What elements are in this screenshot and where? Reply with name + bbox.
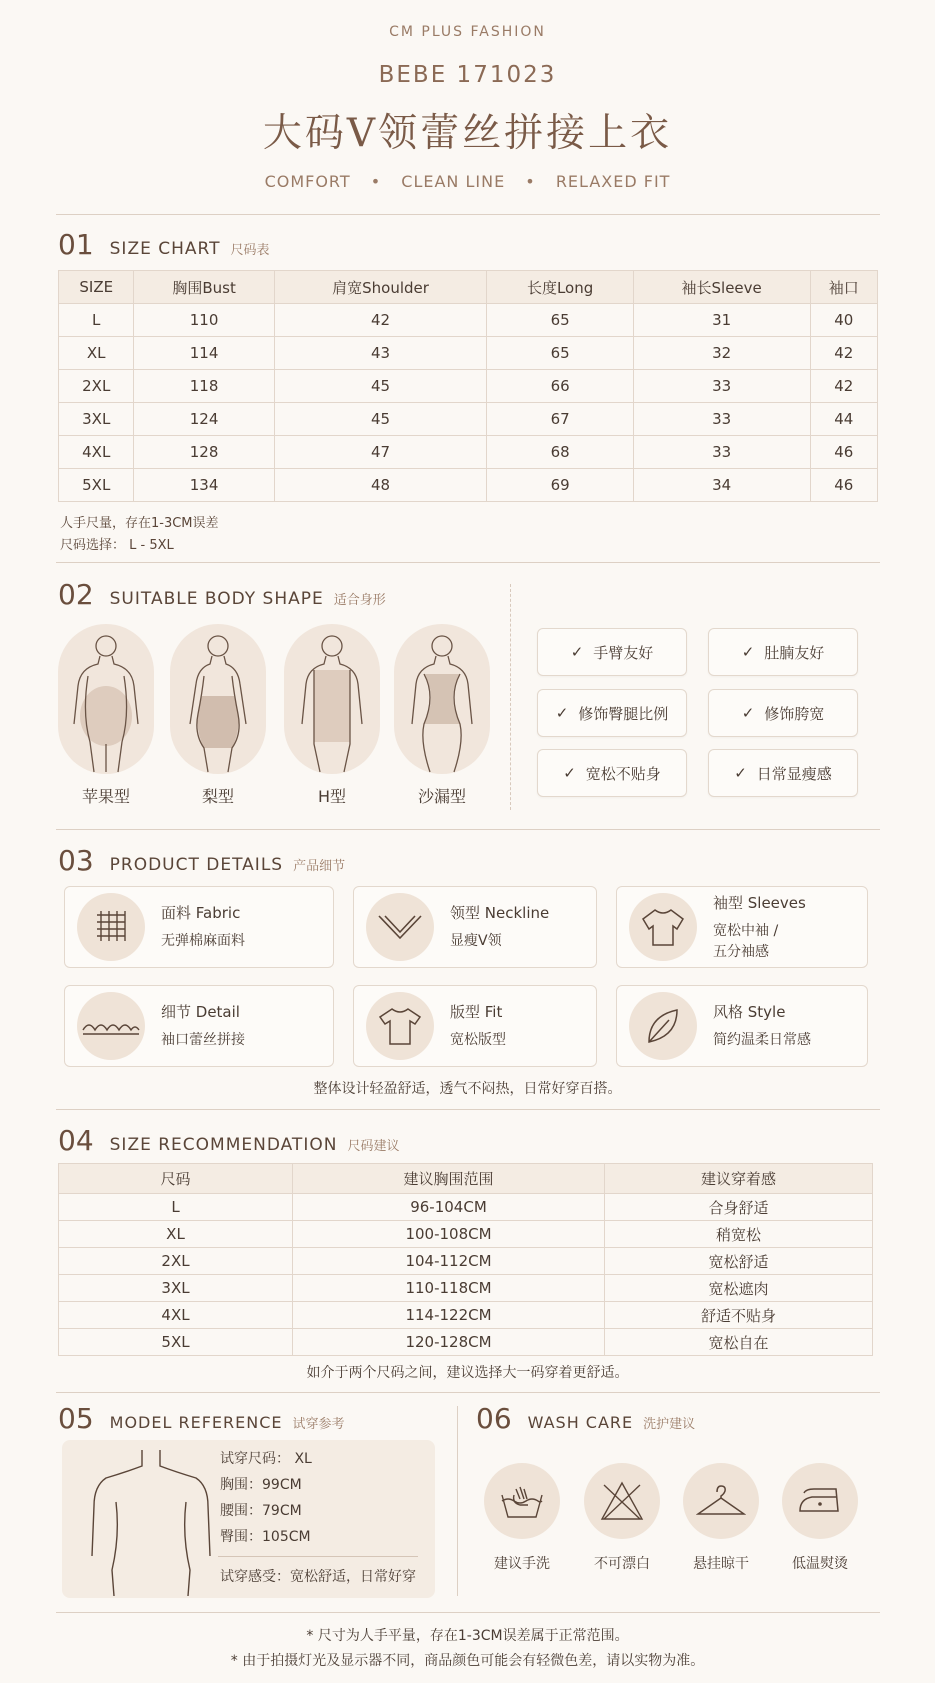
feature-tags (0, 172, 935, 191)
table-cell: 45 (274, 370, 487, 403)
card-subtitle-line: 五分袖感 (713, 943, 769, 960)
section-subtitle: 尺码建议 (347, 1139, 400, 1154)
table-cell: 5XL (59, 1329, 293, 1356)
section-subtitle: 洗护建议 (643, 1417, 696, 1432)
table-cell: 33 (633, 370, 810, 403)
detail-card-neckline (353, 886, 597, 968)
section-02-heading (58, 578, 386, 611)
detail-card-detail (64, 985, 334, 1067)
table-cell: 67 (487, 403, 633, 436)
table-cell: 134 (134, 469, 274, 502)
card-subtitle: 无弹棉麻面料 (161, 933, 245, 949)
chip-label: 宽松不贴身 (585, 764, 661, 783)
product-code: BEBE 171023 (378, 62, 557, 88)
wash-item (478, 1463, 566, 1573)
card-subtitle (713, 921, 806, 963)
section-number: 01 (58, 228, 94, 261)
body-shape-label: 梨型 (201, 787, 234, 806)
table-cell: 3XL (59, 1275, 293, 1302)
model-bust: 胸围：99CM (220, 1477, 302, 1493)
divider (56, 214, 880, 215)
section-subtitle: 试穿参考 (292, 1417, 345, 1432)
card-subtitle: 袖口蕾丝拼接 (161, 1032, 245, 1048)
table-cell: 69 (487, 469, 633, 502)
hand-wash-icon (484, 1463, 560, 1539)
col-header: 胸围Bust (134, 271, 274, 304)
check-icon: ✓ (741, 704, 755, 722)
table-cell: L (59, 304, 134, 337)
table-cell: 114-122CM (293, 1302, 605, 1329)
feature-chip (537, 749, 687, 797)
model-hip: 臀围：105CM (220, 1529, 311, 1545)
table-cell: 31 (633, 304, 810, 337)
vertical-divider (510, 584, 511, 810)
chip-label: 日常显瘦感 (756, 764, 832, 783)
details-note: 整体设计轻盈舒适，透气不闷热，日常好穿百搭。 (313, 1081, 622, 1097)
iron-icon (782, 1463, 858, 1539)
table-row (59, 337, 878, 370)
section-title: SIZE CHART (109, 239, 221, 259)
col-header: 建议胸围范围 (293, 1164, 605, 1194)
hanger-icon (683, 1463, 759, 1539)
table-cell: 68 (487, 436, 633, 469)
table-cell: 宽松遮肉 (605, 1275, 873, 1302)
table-cell: 42 (274, 304, 487, 337)
wash-label: 建议手洗 (494, 1556, 550, 1572)
section-06-heading (476, 1402, 695, 1435)
table-cell: XL (59, 1221, 293, 1248)
table-row (59, 1329, 873, 1356)
table-header-row (59, 1164, 873, 1194)
table-cell: 43 (274, 337, 487, 370)
section-title: PRODUCT DETAILS (109, 855, 284, 875)
tag-separator: • (525, 172, 536, 191)
table-cell: 66 (487, 370, 633, 403)
detail-card-style (616, 985, 868, 1067)
table-cell: 47 (274, 436, 487, 469)
table-cell: 34 (633, 469, 810, 502)
section-subtitle: 尺码表 (230, 243, 270, 258)
divider (56, 1612, 880, 1613)
size-range-note: 尺码选择： L - 5XL (60, 538, 174, 553)
table-header-row (59, 271, 878, 304)
table-cell: 42 (810, 337, 877, 370)
table-cell: 65 (487, 304, 633, 337)
col-header: 袖口 (810, 271, 877, 304)
size-recommendation-table (58, 1163, 873, 1356)
table-cell: 44 (810, 403, 877, 436)
body-shape-label: 沙漏型 (417, 787, 466, 806)
check-icon: ✓ (570, 643, 584, 661)
size-chart-table (58, 270, 878, 502)
table-cell: 5XL (59, 469, 134, 502)
table-cell: 128 (134, 436, 274, 469)
table-row (59, 1194, 873, 1221)
section-subtitle: 适合身形 (333, 593, 386, 608)
card-title: 袖型 Sleeves (713, 893, 806, 912)
divider (56, 562, 880, 563)
col-header: 建议穿着感 (605, 1164, 873, 1194)
fabric-weave-icon (77, 893, 145, 961)
body-shape-hourglass (394, 624, 490, 807)
footer-note-measure: * 尺寸为人手平量，存在1-3CM误差属于正常范围。 (306, 1628, 629, 1644)
table-cell: 118 (134, 370, 274, 403)
chip-label: 修饰胯宽 (764, 704, 825, 723)
table-cell: 124 (134, 403, 274, 436)
sleeve-shirt-icon (629, 893, 697, 961)
table-cell: 2XL (59, 1248, 293, 1275)
table-cell: 32 (633, 337, 810, 370)
table-row (59, 1302, 873, 1329)
table-cell: 宽松自在 (605, 1329, 873, 1356)
lace-trim-icon (77, 992, 145, 1060)
divider (218, 1556, 418, 1557)
check-icon: ✓ (563, 764, 576, 782)
vertical-divider (457, 1406, 458, 1596)
body-shape-apple (58, 624, 154, 807)
section-01-heading (58, 228, 270, 261)
divider (56, 1109, 880, 1110)
table-cell: L (59, 1194, 293, 1221)
section-title: WASH CARE (527, 1413, 634, 1432)
model-waist: 腰围：79CM (220, 1503, 302, 1519)
section-number: 05 (58, 1402, 94, 1435)
table-cell: 舒适不贴身 (605, 1302, 873, 1329)
chip-label: 肚腩友好 (764, 643, 825, 662)
table-cell: 45 (274, 403, 487, 436)
model-measurements (220, 1446, 312, 1550)
brand-name: CM PLUS FASHION (389, 24, 546, 40)
table-cell: 2XL (59, 370, 134, 403)
col-header: 长度Long (487, 271, 633, 304)
card-subtitle: 显瘦V领 (450, 933, 502, 949)
recommendation-note: 如介于两个尺码之间，建议选择大一码穿着更舒适。 (306, 1365, 629, 1381)
divider (56, 829, 880, 830)
card-subtitle-line: 宽松中袖 / (713, 922, 779, 939)
card-subtitle: 宽松版型 (450, 1032, 506, 1048)
section-04-heading (58, 1124, 399, 1157)
divider (56, 1392, 880, 1393)
feature-chip (537, 628, 687, 676)
wash-label: 低温熨烫 (792, 1556, 848, 1572)
section-number: 06 (476, 1402, 512, 1435)
v-neck-icon (366, 893, 434, 961)
table-cell: 33 (633, 436, 810, 469)
table-cell: 40 (810, 304, 877, 337)
table-cell: 33 (633, 403, 810, 436)
body-shape-label: 苹果型 (81, 787, 130, 806)
table-row (59, 370, 878, 403)
col-header: 袖长Sleeve (633, 271, 810, 304)
wash-item (776, 1463, 864, 1573)
detail-card-fit (353, 985, 597, 1067)
wash-item (578, 1463, 666, 1573)
table-cell: 3XL (59, 403, 134, 436)
apple-body-figure (58, 624, 154, 774)
section-title: MODEL REFERENCE (109, 1413, 283, 1432)
table-cell: XL (59, 337, 134, 370)
table-cell: 合身舒适 (605, 1194, 873, 1221)
section-title: SIZE RECOMMENDATION (109, 1135, 338, 1155)
h-body-figure (284, 624, 380, 774)
model-feel: 试穿感受：宽松舒适，日常好穿 (220, 1569, 416, 1585)
col-header: SIZE (59, 271, 134, 304)
table-cell: 110 (134, 304, 274, 337)
detail-card-fabric (64, 886, 334, 968)
card-title: 面料 Fabric (161, 904, 241, 922)
section-03-heading (58, 844, 345, 877)
product-title: 大码V领蕾丝拼接上衣 (262, 111, 673, 156)
table-cell: 48 (274, 469, 487, 502)
body-shape-pear (170, 624, 266, 807)
card-title: 领型 Neckline (450, 904, 550, 922)
table-cell: 100-108CM (293, 1221, 605, 1248)
tshirt-icon (366, 992, 434, 1060)
table-cell: 4XL (59, 1302, 293, 1329)
section-title: SUITABLE BODY SHAPE (109, 589, 324, 609)
tag-comfort: COMFORT (264, 172, 351, 191)
detail-card-sleeves (616, 886, 868, 968)
table-cell: 114 (134, 337, 274, 370)
table-row (59, 1275, 873, 1302)
wash-label: 不可漂白 (594, 1556, 650, 1572)
card-title: 细节 Detail (161, 1003, 240, 1021)
body-shape-label: H型 (317, 787, 347, 806)
section-number: 04 (58, 1124, 94, 1157)
feature-chip (537, 689, 687, 737)
table-cell: 46 (810, 436, 877, 469)
wash-label: 悬挂晾干 (693, 1556, 749, 1572)
table-cell: 110-118CM (293, 1275, 605, 1302)
table-row (59, 403, 878, 436)
table-row (59, 304, 878, 337)
pear-body-figure (170, 624, 266, 774)
col-header: 尺码 (59, 1164, 293, 1194)
model-silhouette (86, 1446, 216, 1596)
card-subtitle: 简约温柔日常感 (713, 1032, 811, 1048)
no-bleach-icon (584, 1463, 660, 1539)
model-size: 试穿尺码： XL (220, 1451, 312, 1467)
col-header: 肩宽Shoulder (274, 271, 487, 304)
feature-chip (708, 689, 858, 737)
table-cell: 4XL (59, 436, 134, 469)
table-cell: 稍宽松 (605, 1221, 873, 1248)
table-row (59, 1221, 873, 1248)
tag-separator: • (370, 172, 382, 191)
table-cell: 42 (810, 370, 877, 403)
check-icon: ✓ (555, 704, 569, 722)
chip-label: 手臂友好 (593, 643, 654, 662)
table-row (59, 436, 878, 469)
table-row (59, 469, 878, 502)
feature-chip (708, 628, 858, 676)
section-05-heading (58, 1402, 345, 1435)
check-icon: ✓ (741, 643, 755, 661)
leaf-icon (629, 992, 697, 1060)
model-reference-panel (62, 1440, 435, 1598)
measure-note: 人手尺量，存在1-3CM误差 (60, 516, 219, 531)
table-row (59, 1248, 873, 1275)
table-cell: 96-104CM (293, 1194, 605, 1221)
table-cell: 65 (487, 337, 633, 370)
wash-item (677, 1463, 765, 1573)
check-icon: ✓ (734, 764, 747, 782)
tag-relaxed-fit: RELAXED FIT (555, 172, 671, 191)
card-title: 版型 Fit (450, 1003, 503, 1021)
table-cell: 104-112CM (293, 1248, 605, 1275)
feature-chip (708, 749, 858, 797)
chip-label: 修饰臀腿比例 (578, 704, 669, 723)
section-number: 03 (58, 844, 94, 877)
footer-note-color: * 由于拍摄灯光及显示器不同，商品颜色可能会有轻微色差，请以实物为准。 (230, 1653, 705, 1669)
hourglass-body-figure (394, 624, 490, 774)
body-shape-h (284, 624, 380, 807)
section-subtitle: 产品细节 (293, 859, 346, 874)
section-number: 02 (58, 578, 94, 611)
table-cell: 120-128CM (293, 1329, 605, 1356)
tag-clean-line: CLEAN LINE (401, 172, 506, 191)
card-title: 风格 Style (713, 1003, 786, 1021)
table-cell: 宽松舒适 (605, 1248, 873, 1275)
table-cell: 46 (810, 469, 877, 502)
